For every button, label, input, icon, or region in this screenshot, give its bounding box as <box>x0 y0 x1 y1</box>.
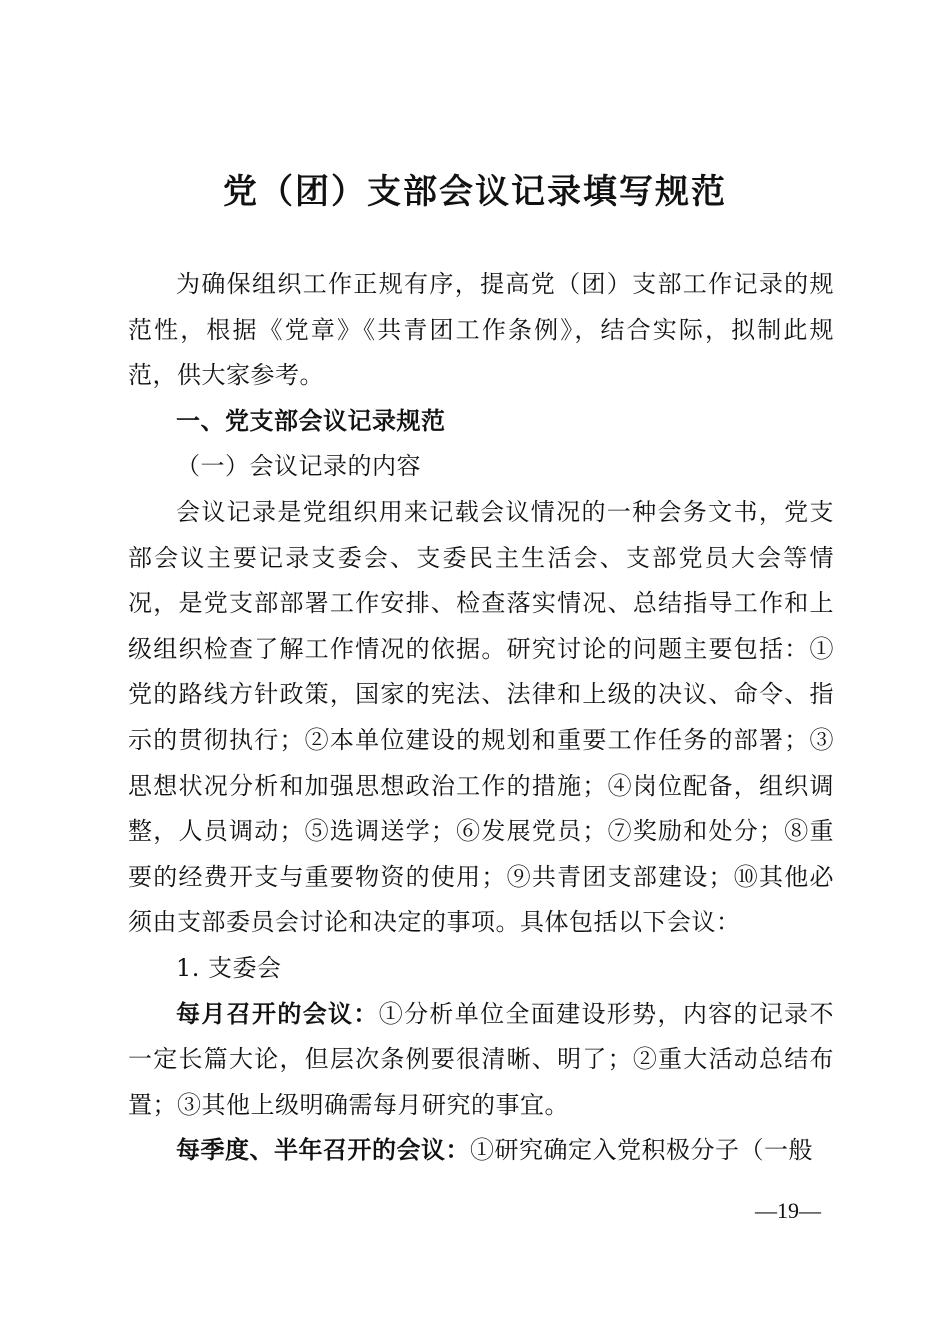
monthly-meeting-paragraph <box>128 992 834 1129</box>
meeting-record-paragraph: 会议记录是党组织用来记载会议情况的一种会务文书，党支部会议主要记录支委会、支委民主生活会、支部党员大会等情况，是党支部部署工作安排、检查落实情况、总结指导工作和上级组织检查了解工作情况的依据。研究讨论的问题主要包括：①党的路线方针政策，国家的宪法、法律和上级的决议、命令、指示的贯彻执行；②本单位建设的规划和重要工作任务的部署；③思想状况分析和加强思想政治工作的措施；④岗位配备，组织调整，人员调动；⑤选调送学；⑥发展党员；⑦奖励和处分；⑧重要的经费开支与重要物资的使用；⑨共青团支部建设；⑩其他必须由支部委员会讨论和决定的事项。具体包括以下会议： <box>128 497 834 937</box>
quarterly-meeting-label: 每季度、半年召开的会议： <box>176 1136 470 1165</box>
section-heading: 一、党支部会议记录规范 <box>176 406 446 435</box>
document-title: 党（团）支部会议记录填写规范 <box>223 172 727 212</box>
page-number: —19— <box>755 1198 821 1223</box>
quarterly-meeting-paragraph <box>128 1128 834 1174</box>
document-body <box>128 262 834 1174</box>
intro-paragraph: 为确保组织工作正规有序，提高党（团）支部工作记录的规范性，根据《党章》《共青团工作条例》，结合实际，拟制此规范，供大家参考。 <box>128 270 834 390</box>
monthly-meeting-label: 每月召开的会议： <box>176 999 379 1028</box>
subsection-heading: （一）会议记录的内容 <box>176 452 421 481</box>
monthly-meeting-text: ①分析单位全面建设形势，内容的记录不一定长篇大论，但层次条例要很清晰、明了；②重大活动总结布置；③其他上级明确需每月研究的事宜。 <box>128 999 835 1119</box>
item-heading: 1. 支委会 <box>176 953 282 982</box>
quarterly-meeting-text: ①研究确定入党积极分子（一般 <box>470 1136 813 1165</box>
